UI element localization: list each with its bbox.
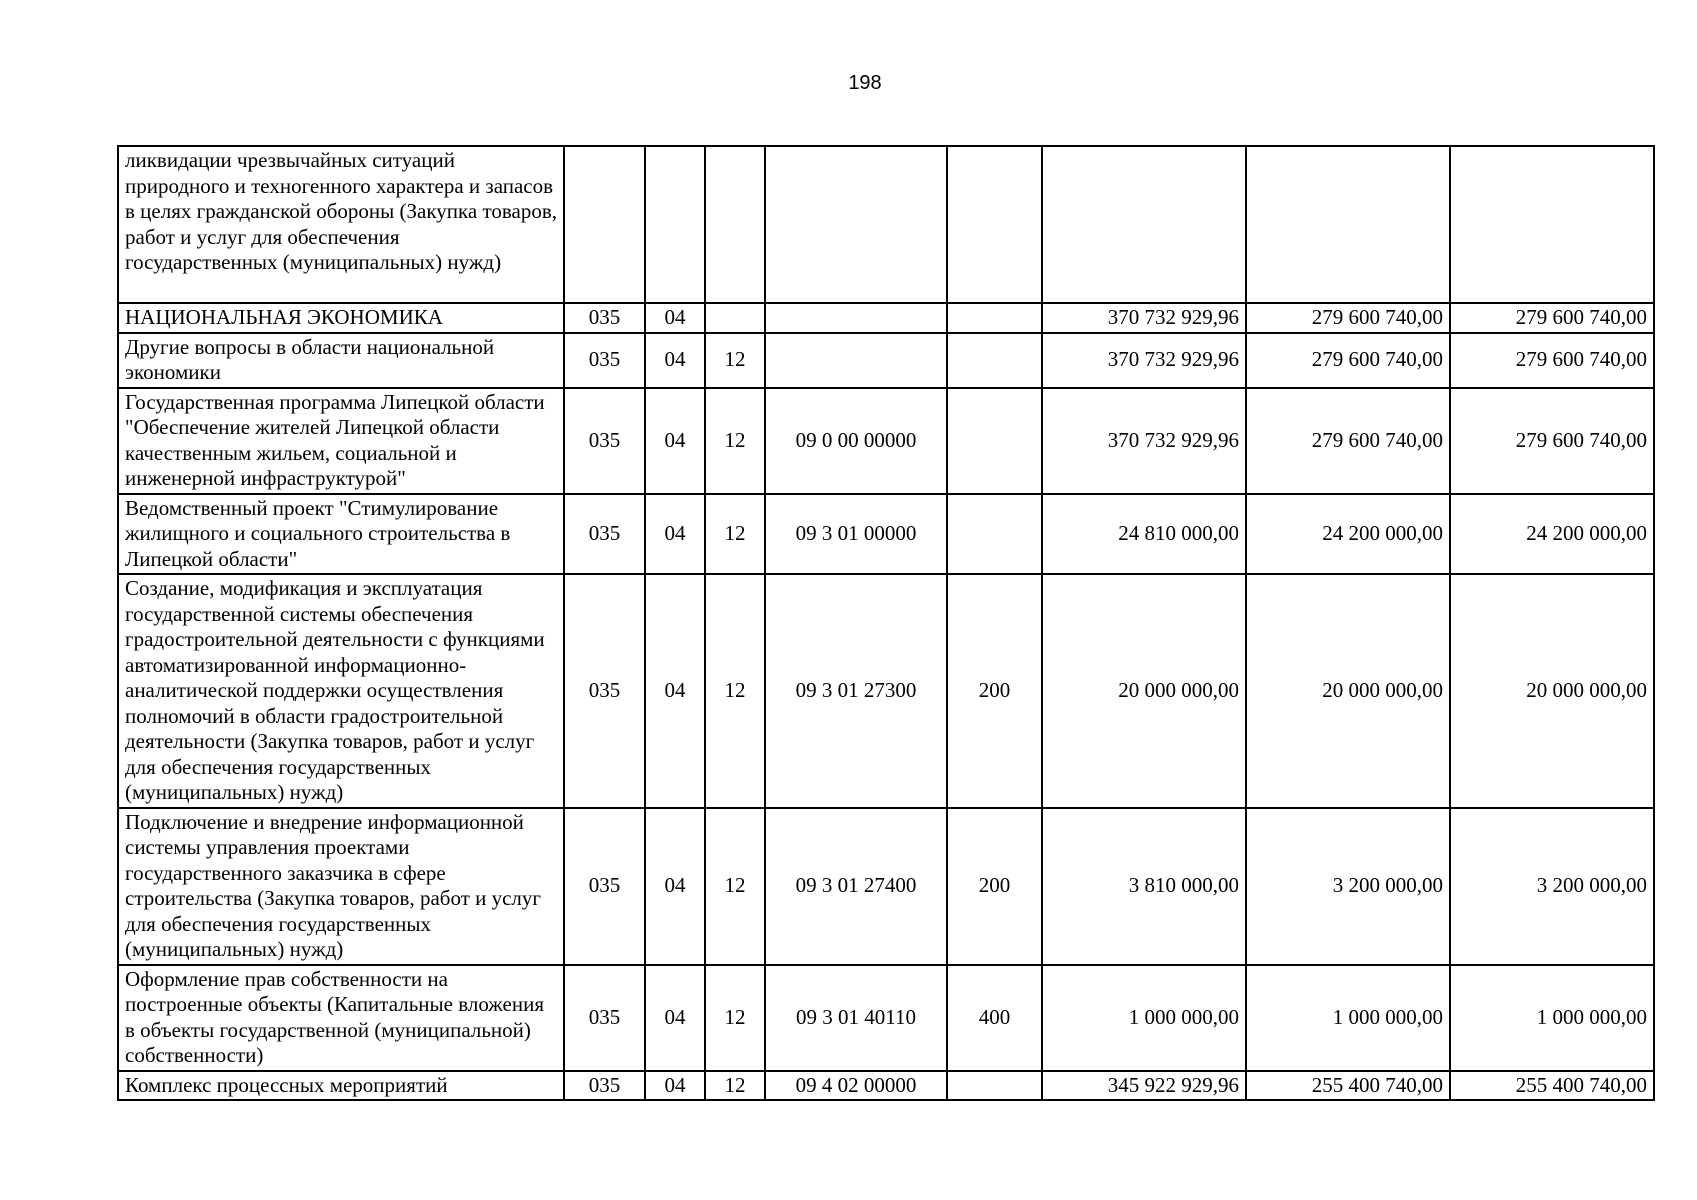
sum2-cell: 279 600 740,00 [1246,388,1450,494]
ved-cell [564,146,645,303]
sum1-cell: 1 000 000,00 [1042,965,1246,1071]
rz-cell: 04 [645,808,705,965]
pr-cell [705,303,765,333]
ved-cell: 035 [564,965,645,1071]
page-number: 198 [848,72,882,94]
sum2-cell: 1 000 000,00 [1246,965,1450,1071]
row-name: Другие вопросы в области национальной экономики [118,333,564,388]
sum2-cell: 255 400 740,00 [1246,1071,1450,1101]
sum1-cell: 20 000 000,00 [1042,574,1246,808]
ved-cell: 035 [564,303,645,333]
rz-cell [645,146,705,303]
csr-cell: 09 3 01 27300 [765,574,947,808]
pr-cell: 12 [705,574,765,808]
sum2-cell: 24 200 000,00 [1246,494,1450,575]
sum1-cell: 370 732 929,96 [1042,388,1246,494]
rz-cell: 04 [645,303,705,333]
rz-cell: 04 [645,333,705,388]
sum1-cell: 370 732 929,96 [1042,303,1246,333]
rz-cell: 04 [645,574,705,808]
csr-cell: 09 3 01 00000 [765,494,947,575]
sum3-cell: 3 200 000,00 [1450,808,1654,965]
pr-cell: 12 [705,965,765,1071]
sum1-cell: 3 810 000,00 [1042,808,1246,965]
csr-cell: 09 3 01 27400 [765,808,947,965]
row-name: Оформление прав собственности на построенные объекты (Капитальные вложения в объекты государственной (муниципальной) собственности) [118,965,564,1071]
vr-cell [947,333,1042,388]
sum2-cell [1246,146,1450,303]
rz-cell: 04 [645,965,705,1071]
ved-cell: 035 [564,1071,645,1101]
row-name: Государственная программа Липецкой области "Обеспечение жителей Липецкой области качественным жильем, социальной и инженерной инфраструктурой" [118,388,564,494]
vr-cell [947,388,1042,494]
rz-cell: 04 [645,494,705,575]
pr-cell: 12 [705,333,765,388]
table-row [118,146,1654,303]
sum3-cell: 255 400 740,00 [1450,1071,1654,1101]
budget-table [117,145,1655,1101]
sum3-cell [1450,146,1654,303]
table-row [118,1071,1654,1101]
sum3-cell: 24 200 000,00 [1450,494,1654,575]
table-row [118,303,1654,333]
table-body [118,146,1654,1100]
csr-cell: 09 0 00 00000 [765,388,947,494]
pr-cell: 12 [705,1071,765,1101]
ved-cell: 035 [564,808,645,965]
ved-cell: 035 [564,333,645,388]
table-row [118,808,1654,965]
table-row [118,494,1654,575]
csr-cell [765,303,947,333]
vr-cell [947,303,1042,333]
pr-cell: 12 [705,388,765,494]
csr-cell: 09 3 01 40110 [765,965,947,1071]
sum3-cell: 279 600 740,00 [1450,333,1654,388]
vr-cell [947,494,1042,575]
sum2-cell: 279 600 740,00 [1246,303,1450,333]
csr-cell [765,333,947,388]
table-row [118,574,1654,808]
vr-cell: 200 [947,808,1042,965]
sum3-cell: 20 000 000,00 [1450,574,1654,808]
sum2-cell: 279 600 740,00 [1246,333,1450,388]
pr-cell: 12 [705,808,765,965]
vr-cell: 400 [947,965,1042,1071]
sum3-cell: 279 600 740,00 [1450,303,1654,333]
row-name: Создание, модификация и эксплуатация государственной системы обеспечения градостроительной деятельности с функциями автоматизированной информационно-аналитической поддержки осуществления полномочий в области градостроительной деятельности (Закупка товаров, работ и услуг для обеспечения государственных (муниципальных) нужд) [118,574,564,808]
sum3-cell: 1 000 000,00 [1450,965,1654,1071]
sum1-cell [1042,146,1246,303]
row-name: НАЦИОНАЛЬНАЯ ЭКОНОМИКА [118,303,564,333]
row-name: Ведомственный проект "Стимулирование жилищного и социального строительства в Липецкой области" [118,494,564,575]
pr-cell [705,146,765,303]
sum3-cell: 279 600 740,00 [1450,388,1654,494]
vr-cell [947,146,1042,303]
rz-cell: 04 [645,388,705,494]
table-row [118,388,1654,494]
table-row [118,965,1654,1071]
csr-cell: 09 4 02 00000 [765,1071,947,1101]
sum2-cell: 20 000 000,00 [1246,574,1450,808]
row-name: Подключение и внедрение информационной системы управления проектами государственного заказчика в сфере строительства (Закупка товаров, работ и услуг для обеспечения государственных (муниципальных) нужд) [118,808,564,965]
rz-cell: 04 [645,1071,705,1101]
csr-cell [765,146,947,303]
vr-cell [947,1071,1042,1101]
sum1-cell: 345 922 929,96 [1042,1071,1246,1101]
ved-cell: 035 [564,388,645,494]
table-row [118,333,1654,388]
vr-cell: 200 [947,574,1042,808]
sum1-cell: 24 810 000,00 [1042,494,1246,575]
row-name: ликвидации чрезвычайных ситуаций природного и техногенного характера и запасов в целях гражданской обороны (Закупка товаров, работ и услуг для обеспечения государственных (муниципальных) нужд) [118,146,564,303]
ved-cell: 035 [564,494,645,575]
row-name: Комплекс процессных мероприятий [118,1071,564,1101]
ved-cell: 035 [564,574,645,808]
sum1-cell: 370 732 929,96 [1042,333,1246,388]
pr-cell: 12 [705,494,765,575]
sum2-cell: 3 200 000,00 [1246,808,1450,965]
